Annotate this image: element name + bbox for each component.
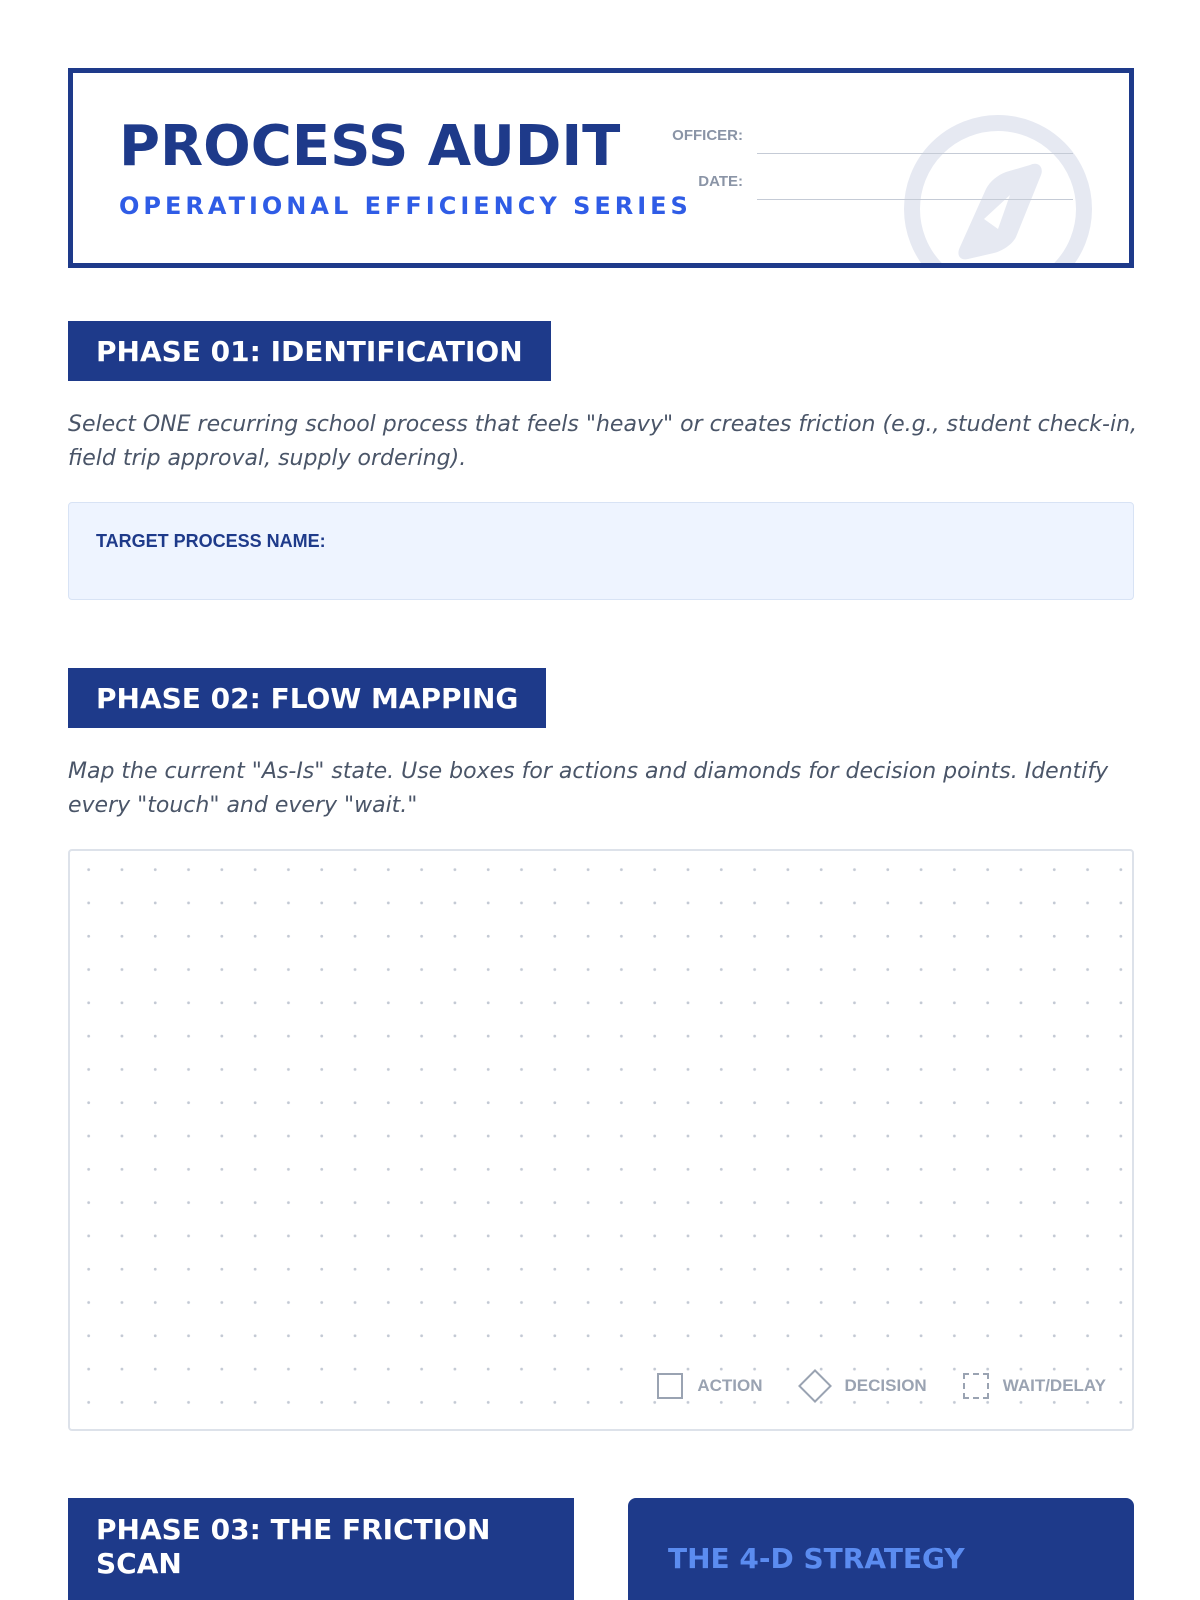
officer-field[interactable] <box>757 153 1073 154</box>
officer-label: OFFICER: <box>672 127 743 144</box>
phase-03-heading-line2: SCAN <box>96 1547 182 1580</box>
header-box <box>68 68 1134 268</box>
phase-02-instructions: Map the current "As-Is" state. Use boxes for actions and diamonds for decision points. Identify every "touch" and every "wait." <box>68 759 1109 818</box>
phase-03-heading-line1: PHASE 03: THE FRICTION <box>96 1513 491 1546</box>
phase-03-heading <box>68 1498 574 1600</box>
target-process-label: TARGET PROCESS NAME: <box>96 531 326 551</box>
target-process-field[interactable] <box>68 502 1134 600</box>
symbol-legend <box>621 1373 1106 1399</box>
phase-01-heading-text: PHASE 01: IDENTIFICATION <box>96 334 523 368</box>
legend-wait <box>963 1373 1106 1399</box>
page-title: PROCESS AUDIT <box>119 114 621 179</box>
strategy-title: THE 4-D STRATEGY <box>668 1542 965 1575</box>
flow-mapping-area[interactable] <box>68 849 1134 1431</box>
date-label: DATE: <box>698 173 743 190</box>
phase-01-instructions: Select ONE recurring school process that feels "heavy" or creates friction (e.g., student check-in, field trip approval, supply ordering). <box>68 412 1138 471</box>
phase-01-heading <box>68 321 551 381</box>
legend-action <box>657 1373 762 1399</box>
legend-wait-label: WAIT/DELAY <box>1002 1376 1106 1395</box>
phase-02-heading-text: PHASE 02: FLOW MAPPING <box>96 681 519 715</box>
legend-decision <box>799 1374 927 1398</box>
decision-diamond-icon <box>798 1369 832 1403</box>
legend-decision-label: DECISION <box>844 1376 927 1395</box>
action-box-icon <box>657 1373 683 1399</box>
strategy-panel <box>628 1498 1134 1600</box>
date-field[interactable] <box>757 199 1073 200</box>
phase-02-heading <box>68 668 546 728</box>
legend-action-label: ACTION <box>697 1376 763 1395</box>
wait-box-icon <box>963 1373 989 1399</box>
compass-icon <box>898 109 1098 268</box>
page-subtitle: OPERATIONAL EFFICIENCY SERIES <box>119 192 692 220</box>
